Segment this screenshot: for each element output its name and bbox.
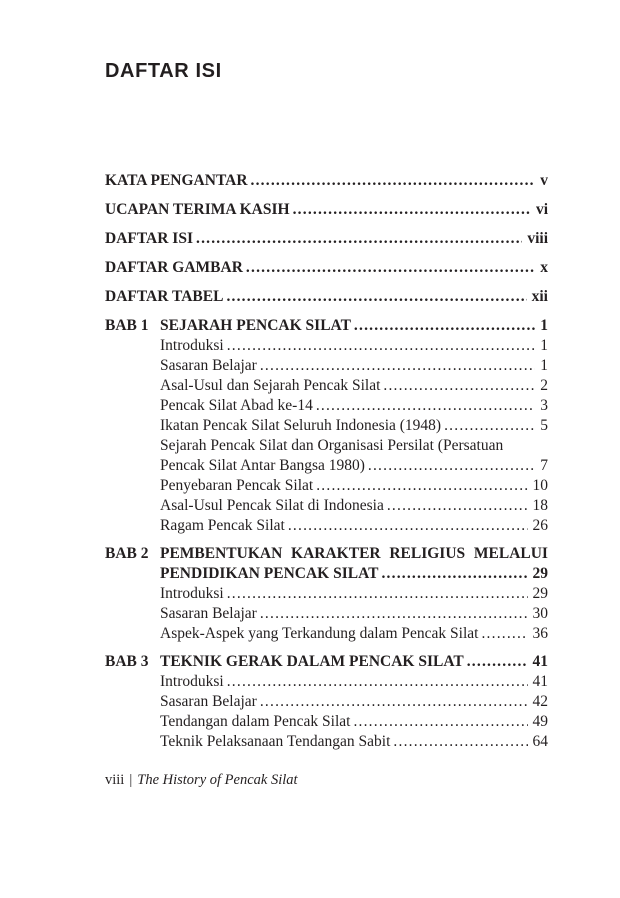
page-footer: [105, 771, 298, 789]
toc-entry: [160, 396, 548, 416]
chapter-body: [160, 652, 548, 752]
toc-front-matter-label: UCAPAN TERIMA KASIH: [105, 201, 290, 218]
toc-page-number: 36: [532, 625, 548, 642]
toc-entry: [160, 584, 548, 604]
chapter-number-label: BAB 2: [105, 545, 149, 562]
toc-item-label: Asal-Usul Pencak Silat di Indonesia: [160, 497, 384, 514]
toc-item-label: Sasaran Belajar: [160, 693, 257, 710]
toc-page-number: 1: [540, 317, 548, 334]
toc-page-number: 7: [540, 457, 548, 474]
footer-separator: |: [129, 772, 133, 788]
toc-entry: [105, 287, 548, 307]
toc-item-label: Teknik Pelaksanaan Tendangan Sabit: [160, 733, 391, 750]
toc-chapter: [105, 316, 548, 536]
dot-leader: [246, 258, 535, 278]
chapter-title-word: KARAKTER: [291, 545, 381, 562]
toc-item-label: Pencak Silat Antar Bangsa 1980): [160, 457, 365, 474]
footer-book-title: The History of Pencak Silat: [137, 772, 298, 788]
toc-item-label: Sasaran Belajar: [160, 605, 257, 622]
dot-leader: [368, 456, 535, 476]
toc-item-label: Pencak Silat Abad ke-14: [160, 397, 313, 414]
toc-entry: [160, 732, 548, 752]
dot-leader: [227, 672, 528, 692]
toc-entry: [160, 712, 548, 732]
dot-leader: [444, 416, 535, 436]
toc-entry: [160, 336, 548, 356]
toc-entry: [160, 652, 548, 672]
toc-entry: [105, 200, 548, 220]
dot-leader: [260, 604, 528, 624]
toc-item-label: Introduksi: [160, 585, 224, 602]
chapter-title-word: RELIGIUS: [389, 545, 466, 562]
dot-leader: [353, 712, 527, 732]
dot-leader: [387, 496, 528, 516]
toc-entry: [160, 356, 548, 376]
dot-leader: [316, 476, 527, 496]
chapter-body: [160, 544, 548, 644]
toc-chapter: [105, 544, 548, 644]
toc-page-number: 1: [540, 337, 548, 354]
dot-leader: [260, 356, 535, 376]
dot-leader: [196, 229, 522, 249]
chapter-title: TEKNIK GERAK DALAM PENCAK SILAT: [160, 653, 464, 670]
chapter-title-word: MELALUI: [473, 545, 548, 562]
dot-leader: [251, 171, 536, 191]
toc-item-wrapped-line: Sejarah Pencak Silat dan Organisasi Persilat (Persatuan: [160, 437, 504, 454]
dot-leader: [354, 316, 535, 336]
toc-item-label: Aspek-Aspek yang Terkandung dalam Pencak Silat: [160, 625, 479, 642]
toc-front-matter-label: DAFTAR ISI: [105, 230, 193, 247]
toc-page-number: 49: [532, 713, 548, 730]
toc-item-label: Ikatan Pencak Silat Seluruh Indonesia (1948): [160, 417, 442, 434]
toc-item-label: Introduksi: [160, 337, 224, 354]
dot-leader: [226, 287, 526, 307]
chapter-title-word: PEMBENTUKAN: [160, 545, 283, 562]
chapter-body: [160, 316, 548, 536]
dot-leader: [260, 692, 528, 712]
dot-leader: [288, 516, 528, 536]
toc-page-number: 41: [532, 673, 548, 690]
dot-leader: [227, 584, 528, 604]
toc-item-label: Asal-Usul dan Sejarah Pencak Silat: [160, 377, 381, 394]
toc-page-number: xii: [531, 288, 548, 305]
toc-entry: [160, 316, 548, 336]
toc-page-number: 5: [540, 417, 548, 434]
toc-page-number: 42: [532, 693, 548, 710]
toc-item-label: Introduksi: [160, 673, 224, 690]
toc-page-number: x: [540, 259, 548, 276]
toc-page-number: 29: [532, 565, 548, 582]
toc-item-label: Ragam Pencak Silat: [160, 517, 285, 534]
toc-entry: [105, 171, 548, 191]
chapter-number-label: BAB 3: [105, 653, 149, 670]
toc-entry: [160, 456, 548, 476]
dot-leader: [293, 200, 531, 220]
toc-page-number: v: [540, 172, 548, 189]
dot-leader: [481, 624, 527, 644]
toc-page-number: 41: [532, 653, 548, 670]
toc-entry: [160, 564, 548, 584]
toc-page-number: 1: [540, 357, 548, 374]
dot-leader: [393, 732, 527, 752]
dot-leader: [316, 396, 535, 416]
toc-front-matter-label: DAFTAR TABEL: [105, 288, 224, 305]
toc-entry: [160, 624, 548, 644]
toc-page-number: vi: [535, 201, 548, 218]
chapter-number-label: BAB 1: [105, 317, 149, 334]
chapter-title: SEJARAH PENCAK SILAT: [160, 317, 351, 334]
toc-entry: [105, 258, 548, 278]
toc-entry: [160, 604, 548, 624]
toc-entry: [160, 692, 548, 712]
toc-item-label: Penyebaran Pencak Silat: [160, 477, 314, 494]
dot-leader: [467, 652, 528, 672]
footer-page-number: viii: [105, 772, 125, 788]
toc-front-matter-label: KATA PENGANTAR: [105, 172, 248, 189]
toc-page-number: 10: [532, 477, 548, 494]
toc-entry: [105, 229, 548, 249]
toc-page-number: 2: [540, 377, 548, 394]
toc-page-number: 29: [532, 585, 548, 602]
toc-entry: [160, 516, 548, 536]
toc-entry: [160, 496, 548, 516]
toc-page-number: 3: [540, 397, 548, 414]
toc-entry: [160, 672, 548, 692]
chapter-title-line: [160, 544, 548, 564]
toc-page-number: 18: [532, 497, 548, 514]
page-title: DAFTAR ISI: [105, 60, 222, 82]
toc-page-number: 30: [532, 605, 548, 622]
toc-item-label: Sasaran Belajar: [160, 357, 257, 374]
toc-item-label: Tendangan dalam Pencak Silat: [160, 713, 351, 730]
toc-entry: [160, 416, 548, 436]
dot-leader: [227, 336, 536, 356]
toc-page-number: 26: [532, 517, 548, 534]
toc-front-matter-label: DAFTAR GAMBAR: [105, 259, 243, 276]
dot-leader: [383, 376, 535, 396]
toc-chapter: [105, 652, 548, 752]
toc-entry: [160, 376, 548, 396]
chapter-title: PENDIDIKAN PENCAK SILAT: [160, 565, 379, 582]
toc-page-number: 64: [532, 733, 548, 750]
toc-page-number: viii: [527, 230, 548, 247]
toc-entry: [160, 476, 548, 496]
dot-leader: [381, 564, 527, 584]
table-of-contents: [105, 171, 548, 752]
